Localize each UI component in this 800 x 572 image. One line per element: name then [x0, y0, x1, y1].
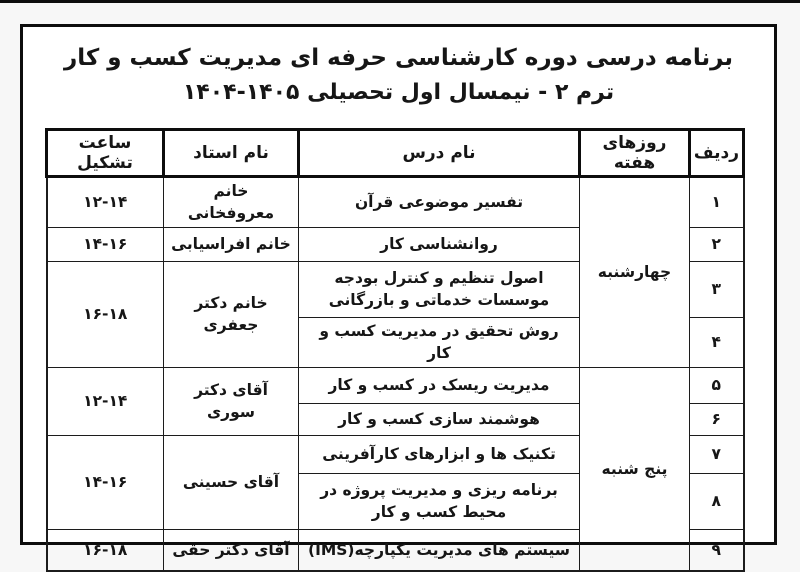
document-frame: [20, 24, 777, 559]
header-cell-weekday: روزهای هفته: [580, 130, 690, 177]
row-number-cell: ۵: [690, 367, 744, 403]
row-number-cell: ۱: [690, 177, 744, 228]
row-number-cell: ۷: [690, 435, 744, 473]
instructor-cell: آقای دکتر حقی: [164, 529, 299, 571]
instructor-cell: آقای حسینی: [164, 435, 299, 529]
document-header: [23, 43, 774, 108]
scan-edge-line: [0, 0, 800, 3]
time-cell: ۱۶-۱۸: [47, 529, 164, 571]
course-cell: مدیریت ریسک در کسب و کار: [299, 367, 580, 403]
schedule-table-container: [45, 128, 745, 572]
course-cell: تکنیک ها و ابزارهای کارآفرینی: [299, 435, 580, 473]
row-number-cell: ۸: [690, 473, 744, 529]
course-cell: هوشمند سازی کسب و کار: [299, 403, 580, 435]
course-cell: روش تحقیق در مدیریت کسب و کار: [299, 317, 580, 367]
document-title: برنامه درسی دوره کارشناسی حرفه ای مدیریت کسب و کار: [63, 45, 734, 71]
course-cell: روانشناسی کار: [299, 227, 580, 261]
weekday-cell: پنج شنبه: [580, 367, 690, 571]
course-cell: سیستم های مدیریت یکپارچه(IMS): [299, 529, 580, 571]
instructor-cell: خانم معروفخانی: [164, 177, 299, 228]
course-cell: تفسیر موضوعی قرآن: [299, 177, 580, 228]
table-header-row: [47, 130, 744, 177]
table-row: [47, 177, 744, 228]
header-cell-row-number: ردیف: [690, 130, 744, 177]
table-row: [47, 367, 744, 403]
course-cell: برنامه ریزی و مدیریت پروژه در محیط کسب و کار: [299, 473, 580, 529]
row-number-cell: ۳: [690, 261, 744, 317]
instructor-cell: آقای دکتر سوری: [164, 367, 299, 435]
schedule-table: [45, 128, 745, 572]
row-number-cell: ۲: [690, 227, 744, 261]
time-cell: ۱۲-۱۴: [47, 367, 164, 435]
header-cell-course: نام درس: [299, 130, 580, 177]
row-number-cell: ۹: [690, 529, 744, 571]
instructor-cell: خانم دکتر جعفری: [164, 261, 299, 367]
time-cell: ۱۴-۱۶: [47, 435, 164, 529]
time-cell: ۱۶-۱۸: [47, 261, 164, 367]
course-cell: اصول تنظیم و کنترل بودجه موسسات خدماتی و بازرگانی: [299, 261, 580, 317]
row-number-cell: ۶: [690, 403, 744, 435]
header-cell-instructor: نام استاد: [164, 130, 299, 177]
instructor-cell: خانم افراسیابی: [164, 227, 299, 261]
header-cell-time: ساعت تشکیل: [47, 130, 164, 177]
time-cell: ۱۲-۱۴: [47, 177, 164, 228]
weekday-cell: چهارشنبه: [580, 177, 690, 368]
row-number-cell: ۴: [690, 317, 744, 367]
document-subtitle: ترم ۲ - نیمسال اول تحصیلی ۱۴۰۵-۱۴۰۴: [182, 80, 615, 106]
time-cell: ۱۴-۱۶: [47, 227, 164, 261]
